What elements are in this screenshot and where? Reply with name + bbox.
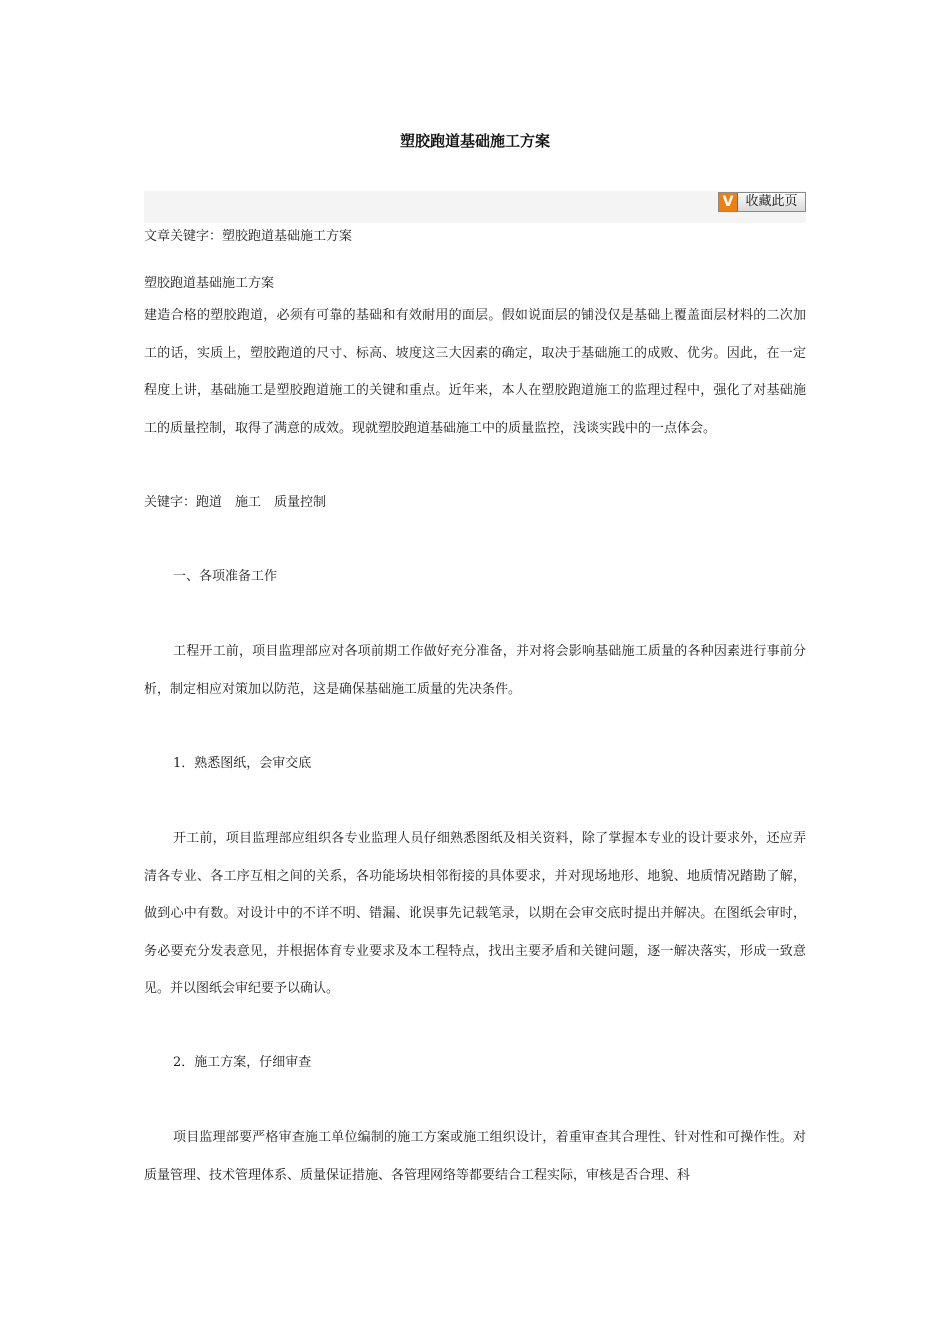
toolbar: [144, 191, 806, 223]
intro-paragraph: 建造合格的塑胶跑道，必须有可靠的基础和有效耐用的面层。假如说面层的铺没仅是基础上覆盖面层材料的二次加工的话，实质上，塑胶跑道的尺寸、标高、坡度这三大因素的确定，取决于基础施工的成败、优劣。因此，在一定程度上讲，基础施工是塑胶跑道施工的关键和重点。近年来，本人在塑胶跑道施工的监理过程中，强化了对基础施工的质量控制，取得了满意的成效。现就塑胶跑道基础施工中的质量监控，浅谈实践中的一点体会。: [144, 308, 806, 436]
article-keywords: 文章关键字：塑胶跑道基础施工方案: [144, 229, 353, 244]
article-subtitle: 塑胶跑道基础施工方案: [144, 276, 275, 291]
section-1-heading: 一、各项准备工作: [173, 569, 278, 584]
section-1-1-paragraph: 开工前，项目监理部应组织各专业监理人员仔细熟悉图纸及相关资料，除了掌握本专业的设计要求外，还应弄清各专业、各工序互相之间的关系，各功能场块相邻衔接的具体要求，并对现场地形、地貌、地质情况踏勘了解，做到心中有数。对设计中的不详不明、错漏、讹误事先记载笔录，以期在会审交底时提出并解决。在图纸会审时，务必要充分发表意见，并根据体育专业要求及本工程特点，找出主要矛盾和关键问题，逐一解决落实，形成一致意见。并以图纸会审纪要予以确认。: [144, 831, 806, 996]
favorite-page-button[interactable]: [718, 192, 806, 212]
section-1-2-heading: 2．施工方案，仔细审查: [173, 1055, 312, 1070]
page-title: 塑胶跑道基础施工方案: [399, 132, 550, 150]
section-1-paragraph: 工程开工前，项目监理部应对各项前期工作做好充分准备，并对将会影响基础施工质量的各种因素进行事前分析，制定相应对策加以防范，这是确保基础施工质量的先决条件。: [144, 644, 806, 697]
keywords-line: 关键字：跑道 施工 质量控制: [144, 495, 327, 510]
section-1-1-heading: 1．熟悉图纸，会审交底: [173, 756, 312, 771]
section-1-2-paragraph: 项目监理部要严格审查施工单位编制的施工方案或施工组织设计，着重审查其合理性、针对性和可操作性。对质量管理、技术管理体系、质量保证措施、各管理网络等都要结合工程实际，审核是否合理、科: [144, 1130, 806, 1183]
favorite-v-icon: V: [719, 193, 738, 211]
favorite-button-label: 收藏此页: [745, 194, 798, 209]
